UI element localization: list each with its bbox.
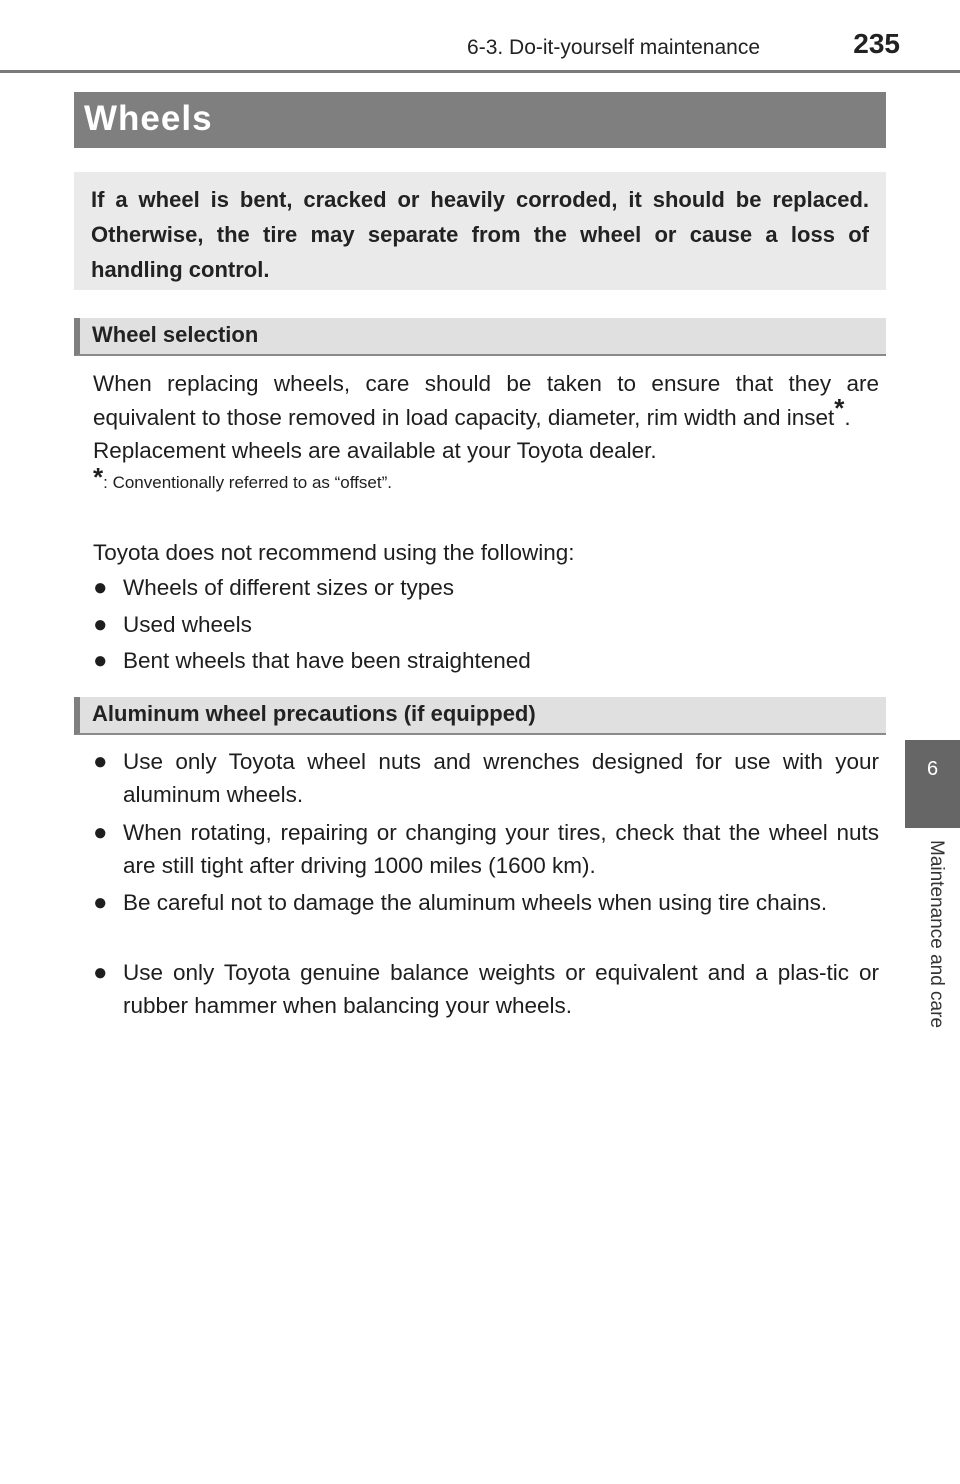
list-item-text: Used wheels: [123, 612, 252, 637]
dealer-paragraph: Replacement wheels are available at your Toyota dealer.: [93, 438, 657, 463]
intro-box: [74, 172, 886, 290]
bullet-icon: ●: [93, 959, 108, 986]
list-item: [93, 571, 879, 604]
section-heading-aluminum: [74, 697, 886, 735]
list-item-text: When rotating, repairing or changing your tires, check that the wheel nuts are still tight after driving 1000 miles (1600 km).: [123, 820, 879, 878]
paragraph-period: .: [844, 405, 851, 430]
bullet-icon: ●: [93, 574, 108, 601]
chapter-tab: [905, 740, 960, 828]
list-item-text: Be careful not to damage the aluminum wheels when using tire chains.: [123, 890, 828, 915]
list-item-text: Bent wheels that have been straightened: [123, 648, 531, 673]
title-bar: [74, 92, 886, 148]
footnote-marker: *: [834, 393, 845, 423]
bullet-icon: ●: [93, 748, 108, 775]
bullet-icon: ●: [93, 819, 108, 846]
paragraph-text: When replacing wheels, care should be taken to ensure that they are equivalent to those removed in load capacity, diameter, rim width and inset: [93, 371, 879, 430]
chapter-title: Maintenance and care: [926, 840, 947, 1029]
page-title: Wheels: [84, 99, 213, 138]
recommend-intro: Toyota does not recommend using the following:: [93, 540, 575, 565]
header-rule: [0, 70, 960, 73]
list-item-text: Use only Toyota genuine balance weights or equivalent and a plas-tic or rubber hammer when balancing your wheels.: [123, 960, 879, 1018]
header-section-title: 6-3. Do-it-yourself maintenance: [467, 36, 760, 59]
intro-text: If a wheel is bent, cracked or heavily corroded, it should be replaced. Otherwise, the tire may separate from the wheel or cause a loss of handling control.: [91, 187, 869, 282]
bullet-icon: ●: [93, 889, 108, 916]
list-item: [93, 956, 879, 1022]
list-item: [93, 886, 879, 919]
section-heading-wheel-selection: [74, 318, 886, 356]
list-item-text: Wheels of different sizes or types: [123, 575, 454, 600]
chapter-number: 6: [926, 758, 939, 780]
wheel-selection-body: [93, 367, 879, 495]
list-item: [93, 608, 879, 641]
list-item-text: Use only Toyota wheel nuts and wrenches designed for use with your aluminum wheels.: [123, 749, 879, 807]
section-heading-text: Wheel selection: [92, 322, 259, 347]
footnote-star: *: [93, 462, 104, 492]
page-number: 235: [853, 28, 900, 59]
list-item: [93, 816, 879, 882]
list-item: [93, 644, 879, 677]
footnote: [93, 462, 879, 495]
section-heading-text: Aluminum wheel precautions (if equipped): [92, 701, 536, 726]
list-item: [93, 745, 879, 811]
footnote-text: : Conventionally referred to as “offset”.: [103, 473, 392, 492]
bullet-icon: ●: [93, 647, 108, 674]
wheel-selection-paragraph: [93, 367, 879, 434]
bullet-icon: ●: [93, 611, 108, 638]
